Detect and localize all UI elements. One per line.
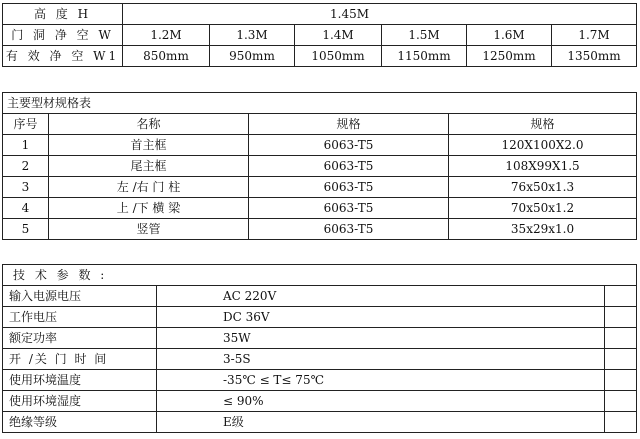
row-size: 120X100X2.0	[449, 135, 637, 156]
row-size: 70x50x1.2	[449, 198, 637, 219]
row-no: 3	[3, 177, 49, 198]
tech-label: 使用环境湿度	[3, 391, 157, 412]
table-row	[3, 349, 637, 370]
door-width-label: 门 洞 净 空 W	[3, 25, 123, 46]
row-spec: 6063-T5	[249, 198, 449, 219]
table-row	[3, 156, 637, 177]
materials-table	[2, 92, 637, 240]
table-row	[3, 307, 637, 328]
materials-title: 主要型材规格表	[3, 93, 637, 114]
row-name: 上 /下 横 梁	[49, 198, 249, 219]
clear-width-label: 有 效 净 空 W1	[3, 46, 123, 67]
row-spec: 6063-T5	[249, 177, 449, 198]
clear-width-cell: 850mm	[123, 46, 210, 67]
row-spec: 6063-T5	[249, 219, 449, 240]
row-no: 1	[3, 135, 49, 156]
dimensions-table	[2, 3, 637, 67]
materials-header-row	[3, 114, 637, 135]
tech-label: 使用环境温度	[3, 370, 157, 391]
table-row	[3, 177, 637, 198]
clear-width-cell: 1350mm	[552, 46, 637, 67]
table-row	[3, 328, 637, 349]
row-name: 竖管	[49, 219, 249, 240]
row-spec: 6063-T5	[249, 135, 449, 156]
door-width-cell: 1.3M	[210, 25, 295, 46]
tech-value: -35℃ ≤ T≤ 75℃	[157, 370, 605, 391]
row-name: 尾主框	[49, 156, 249, 177]
tech-spacer	[605, 391, 637, 412]
tech-label: 开 /关 门 时 间	[3, 349, 157, 370]
table-row	[3, 412, 637, 433]
tech-value: DC 36V	[157, 307, 605, 328]
row-name: 首主框	[49, 135, 249, 156]
tech-label: 额定功率	[3, 328, 157, 349]
door-width-row	[3, 25, 637, 46]
row-size: 108X99X1.5	[449, 156, 637, 177]
row-no: 4	[3, 198, 49, 219]
tech-spacer	[605, 412, 637, 433]
table-row	[3, 286, 637, 307]
row-name: 左 /右 门 柱	[49, 177, 249, 198]
table-row	[3, 198, 637, 219]
door-width-cell: 1.7M	[552, 25, 637, 46]
height-value: 1.45M	[123, 4, 637, 25]
clear-width-cell: 1150mm	[382, 46, 467, 67]
tech-title-row	[3, 265, 637, 286]
header-no: 序号	[3, 114, 49, 135]
tech-spacer	[605, 307, 637, 328]
tech-label: 工作电压	[3, 307, 157, 328]
header-name: 名称	[49, 114, 249, 135]
row-spec: 6063-T5	[249, 156, 449, 177]
door-width-cell: 1.2M	[123, 25, 210, 46]
clear-width-cell: 1250mm	[467, 46, 552, 67]
clear-width-cell: 1050mm	[295, 46, 382, 67]
tech-title: 技 术 参 数 :	[3, 265, 637, 286]
tech-spacer	[605, 349, 637, 370]
tech-label: 输入电源电压	[3, 286, 157, 307]
tech-spacer	[605, 328, 637, 349]
clear-width-cell: 950mm	[210, 46, 295, 67]
table-row	[3, 135, 637, 156]
height-row	[3, 4, 637, 25]
door-width-cell: 1.4M	[295, 25, 382, 46]
tech-value: AC 220V	[157, 286, 605, 307]
door-width-cell: 1.6M	[467, 25, 552, 46]
row-size: 35x29x1.0	[449, 219, 637, 240]
height-label: 高 度 H	[3, 4, 123, 25]
tech-value: 3-5S	[157, 349, 605, 370]
table-row	[3, 391, 637, 412]
tech-spacer	[605, 370, 637, 391]
materials-title-row	[3, 93, 637, 114]
tech-value: 35W	[157, 328, 605, 349]
tech-value: ≤ 90%	[157, 391, 605, 412]
row-no: 2	[3, 156, 49, 177]
clear-width-row	[3, 46, 637, 67]
tech-value: E级	[157, 412, 605, 433]
row-no: 5	[3, 219, 49, 240]
table-row	[3, 219, 637, 240]
row-size: 76x50x1.3	[449, 177, 637, 198]
header-spec: 规格	[249, 114, 449, 135]
table-row	[3, 370, 637, 391]
header-size: 规格	[449, 114, 637, 135]
tech-spacer	[605, 286, 637, 307]
tech-params-table	[2, 264, 637, 433]
tech-label: 绝缘等级	[3, 412, 157, 433]
door-width-cell: 1.5M	[382, 25, 467, 46]
